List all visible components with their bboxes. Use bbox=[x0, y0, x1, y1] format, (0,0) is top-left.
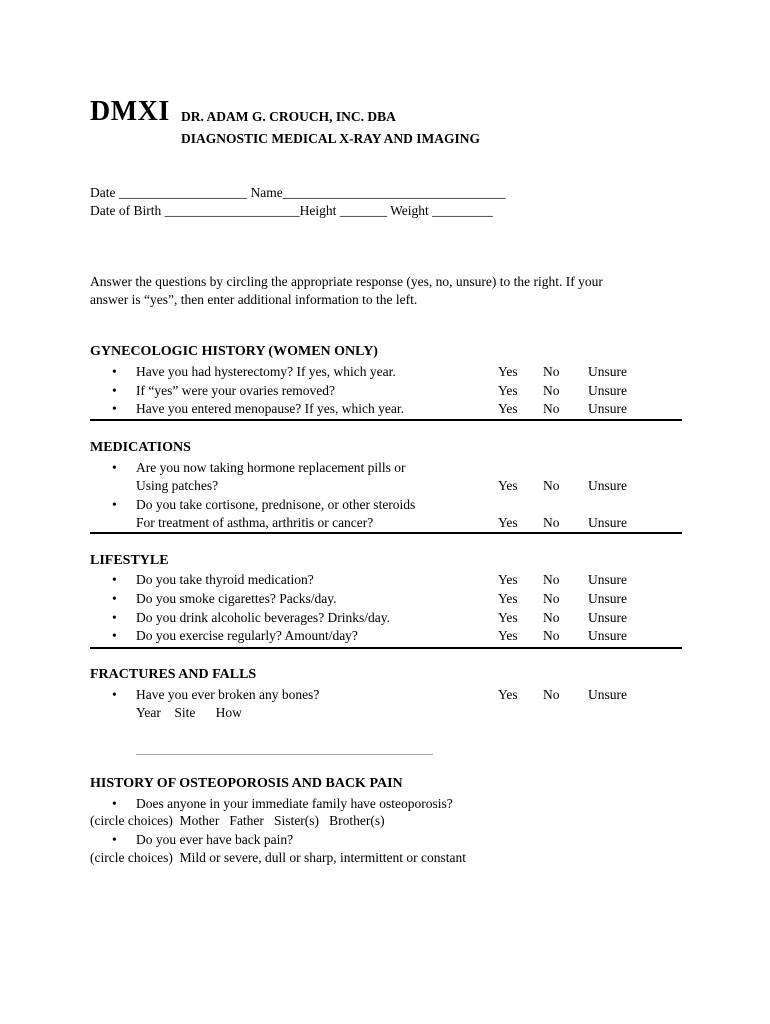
back-pain-choices[interactable]: (circle choices) Mild or severe, dull or sharp, intermittent or constant bbox=[90, 850, 467, 865]
question-smoke: Do you smoke cigarettes? Packs/day. bbox=[136, 591, 337, 606]
answer-yes[interactable]: Yes bbox=[498, 591, 518, 606]
answer-yes[interactable]: Yes bbox=[498, 628, 518, 643]
answer-no[interactable]: No bbox=[543, 628, 560, 643]
section-divider bbox=[90, 532, 682, 534]
answer-no[interactable]: No bbox=[543, 515, 560, 530]
question-exercise: Do you exercise regularly? Amount/day? bbox=[136, 628, 358, 643]
answer-yes[interactable]: Yes bbox=[498, 610, 518, 625]
answer-unsure[interactable]: Unsure bbox=[588, 478, 627, 493]
question-steroids-line-1: Do you take cortisone, prednisone, or other steroids bbox=[136, 497, 416, 512]
family-choices[interactable]: (circle choices) Mother Father Sister(s) Brother(s) bbox=[90, 813, 385, 828]
answer-unsure[interactable]: Unsure bbox=[588, 591, 627, 606]
bullet: • bbox=[112, 572, 117, 587]
answer-unsure[interactable]: Unsure bbox=[588, 383, 627, 398]
intro-line-1: Answer the questions by circling the appropriate response (yes, no, unsure) to the right. If your bbox=[90, 274, 603, 289]
answer-yes[interactable]: Yes bbox=[498, 515, 518, 530]
fracture-details-blank[interactable]: ____________________________________________ bbox=[136, 741, 433, 756]
bullet: • bbox=[112, 591, 117, 606]
answer-no[interactable]: No bbox=[543, 478, 560, 493]
answer-no[interactable]: No bbox=[543, 401, 560, 416]
bullet: • bbox=[112, 628, 117, 643]
answer-no[interactable]: No bbox=[543, 687, 560, 702]
date-name-row[interactable]: Date ___________________ Name_________________________________ bbox=[90, 185, 506, 200]
answer-unsure[interactable]: Unsure bbox=[588, 610, 627, 625]
answer-unsure[interactable]: Unsure bbox=[588, 628, 627, 643]
question-family-osteoporosis: Does anyone in your immediate family have osteoporosis? bbox=[136, 796, 453, 811]
section-title-fractures: FRACTURES AND FALLS bbox=[90, 667, 257, 682]
question-hysterectomy: Have you had hysterectomy? If yes, which year. bbox=[136, 364, 396, 379]
question-ovaries: If “yes” were your ovaries removed? bbox=[136, 383, 336, 398]
answer-unsure[interactable]: Unsure bbox=[588, 687, 627, 702]
answer-unsure[interactable]: Unsure bbox=[588, 572, 627, 587]
answer-unsure[interactable]: Unsure bbox=[588, 364, 627, 379]
answer-yes[interactable]: Yes bbox=[498, 572, 518, 587]
answer-no[interactable]: No bbox=[543, 383, 560, 398]
bullet: • bbox=[112, 610, 117, 625]
bullet: • bbox=[112, 796, 117, 811]
bullet: • bbox=[112, 401, 117, 416]
answer-yes[interactable]: Yes bbox=[498, 478, 518, 493]
dob-height-weight-row[interactable]: Date of Birth ____________________Height _______ Weight _________ bbox=[90, 203, 493, 218]
answer-yes[interactable]: Yes bbox=[498, 687, 518, 702]
answer-yes[interactable]: Yes bbox=[498, 364, 518, 379]
bullet: • bbox=[112, 364, 117, 379]
section-title-lifestyle: LIFESTYLE bbox=[90, 553, 169, 568]
question-hormone-line-1: Are you now taking hormone replacement pills or bbox=[136, 460, 406, 475]
answer-unsure[interactable]: Unsure bbox=[588, 401, 627, 416]
logo: DMXI bbox=[90, 96, 170, 127]
section-title-osteoporosis: HISTORY OF OSTEOPOROSIS AND BACK PAIN bbox=[90, 776, 403, 791]
bullet: • bbox=[112, 687, 117, 702]
header-line-2: DIAGNOSTIC MEDICAL X-RAY AND IMAGING bbox=[181, 131, 481, 146]
header-line-1: DR. ADAM G. CROUCH, INC. DBA bbox=[181, 109, 396, 124]
intro-line-2: answer is “yes”, then enter additional information to the left. bbox=[90, 292, 418, 307]
answer-no[interactable]: No bbox=[543, 591, 560, 606]
section-divider bbox=[90, 419, 682, 421]
question-hormone-line-2: Using patches? bbox=[136, 478, 219, 493]
fracture-sub-labels: Year Site How bbox=[136, 705, 242, 720]
answer-unsure[interactable]: Unsure bbox=[588, 515, 627, 530]
answer-yes[interactable]: Yes bbox=[498, 401, 518, 416]
answer-no[interactable]: No bbox=[543, 364, 560, 379]
bullet: • bbox=[112, 460, 117, 475]
bullet: • bbox=[112, 383, 117, 398]
section-divider bbox=[90, 647, 682, 649]
question-alcohol: Do you drink alcoholic beverages? Drinks/day. bbox=[136, 610, 391, 625]
question-broken-bones: Have you ever broken any bones? bbox=[136, 687, 320, 702]
answer-no[interactable]: No bbox=[543, 572, 560, 587]
section-title-medications: MEDICATIONS bbox=[90, 440, 191, 455]
question-thyroid: Do you take thyroid medication? bbox=[136, 572, 314, 587]
question-menopause: Have you entered menopause? If yes, which year. bbox=[136, 401, 405, 416]
section-title-gynecologic: GYNECOLOGIC HISTORY (WOMEN ONLY) bbox=[90, 344, 378, 359]
question-steroids-line-2: For treatment of asthma, arthritis or cancer? bbox=[136, 515, 374, 530]
question-back-pain: Do you ever have back pain? bbox=[136, 832, 294, 847]
bullet: • bbox=[112, 497, 117, 512]
answer-yes[interactable]: Yes bbox=[498, 383, 518, 398]
bullet: • bbox=[112, 832, 117, 847]
answer-no[interactable]: No bbox=[543, 610, 560, 625]
